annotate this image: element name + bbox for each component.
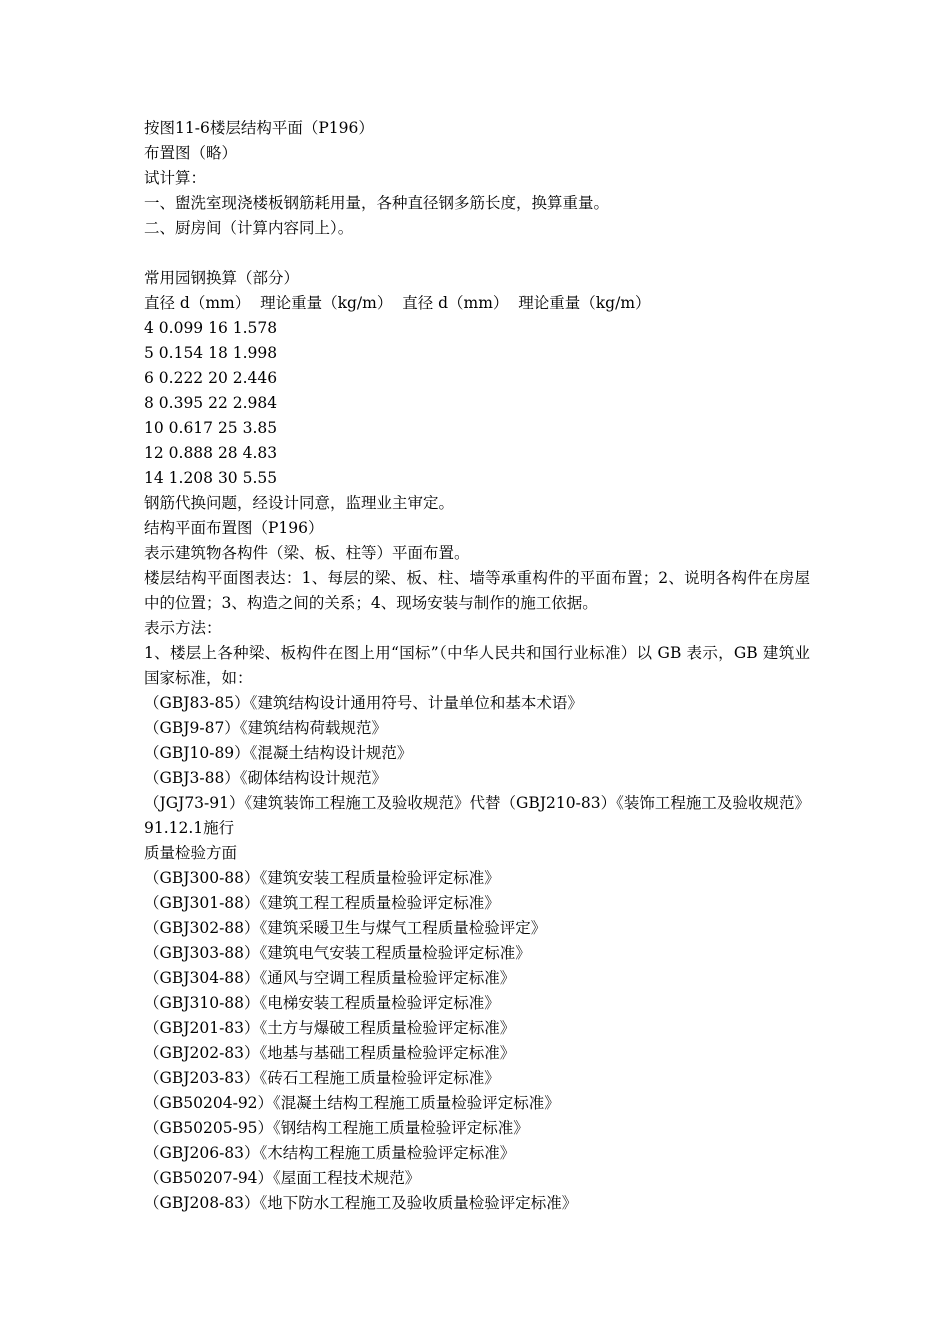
quality-title: 质量检验方面 [144, 844, 238, 862]
substitution-text: 钢筋代换问题，经设计同意，监理业主审定。 [144, 494, 455, 512]
replacement-standard: （JGJ73-91）《建筑装饰工程施工及验收规范》代替（GBJ210-83）《装饰工程施工及验收规范》91.12.1施行 [144, 794, 810, 837]
quality-standard-item: （GBJ302-88）《建筑采暖卫生与煤气工程质量检验评定》 [144, 919, 547, 937]
standard-item: （GBJ9-87）《建筑结构荷载规范》 [144, 719, 388, 737]
intro-line-2: 布置图（略） [144, 144, 238, 162]
plan-expression-paragraph: 楼层结构平面图表达：1、每层的梁、板、柱、墙等承重构件的平面布置；2、说明各构件在房屋中的位置；3、构造之间的关系；4、现场安装与制作的施工依据。 [144, 569, 810, 612]
quality-standard-item: （GBJ310-88）《电梯安装工程质量检验评定标准》 [144, 994, 500, 1012]
quality-standard-item: （GBJ304-88）《通风与空调工程质量检验评定标准》 [144, 969, 516, 987]
steel-table-header: 直径 d（mm） 理论重量（kg/m） 直径 d（mm） 理论重量（kg/m） [144, 294, 651, 312]
standard-item: （GBJ83-85）《建筑结构设计通用符号、计量单位和基本术语》 [144, 694, 583, 712]
steel-table-row: 10 0.617 25 3.85 [144, 419, 278, 437]
standard-item: （GBJ3-88）《砌体结构设计规范》 [144, 769, 388, 787]
plan-title: 结构平面布置图（P196） [144, 519, 324, 537]
quality-standard-item: （GB50204-92）《混凝土结构工程施工质量检验评定标准》 [144, 1094, 560, 1112]
steel-table-row: 12 0.888 28 4.83 [144, 444, 278, 462]
steel-table-row: 4 0.099 16 1.578 [144, 319, 278, 337]
steel-table-row: 6 0.222 20 2.446 [144, 369, 278, 387]
steel-table-row: 5 0.154 18 1.998 [144, 344, 278, 362]
standard-item: （GBJ10-89）《混凝土结构设计规范》 [144, 744, 413, 762]
quality-standard-item: （GBJ208-83）《地下防水工程施工及验收质量检验评定标准》 [144, 1194, 578, 1212]
method-item-1: 1、楼层上各种梁、板构件在图上用“国标”（中华人民共和国行业标准）以 GB 表示，GB 建筑业国家标准，如： [144, 644, 810, 687]
steel-table-row: 8 0.395 22 2.984 [144, 394, 278, 412]
blank-line [144, 241, 810, 266]
intro-line-1: 按图11-6楼层结构平面（P196） [144, 119, 374, 137]
quality-standard-item: （GBJ203-83）《砖石工程施工质量检验评定标准》 [144, 1069, 500, 1087]
steel-table-row: 14 1.208 30 5.55 [144, 469, 278, 487]
steel-table-title: 常用园钢换算（部分） [144, 269, 300, 287]
quality-standard-item: （GBJ202-83）《地基与基础工程质量检验评定标准》 [144, 1044, 516, 1062]
quality-standard-item: （GBJ300-88）《建筑安装工程质量检验评定标准》 [144, 869, 500, 887]
quality-standard-item: （GBJ206-83）《木结构工程施工质量检验评定标准》 [144, 1144, 516, 1162]
plan-description: 表示建筑物各构件（梁、板、柱等）平面布置。 [144, 544, 470, 562]
method-title: 表示方法： [144, 619, 222, 637]
quality-standard-item: （GBJ201-83）《土方与爆破工程质量检验评定标准》 [144, 1019, 516, 1037]
quality-standard-item: （GBJ303-88）《建筑电气安装工程质量检验评定标准》 [144, 944, 531, 962]
quality-standard-item: （GB50207-94）《屋面工程技术规范》 [144, 1169, 421, 1187]
intro-line-3: 试计算： [144, 169, 207, 187]
quality-standard-item: （GBJ301-88）《建筑工程工程质量检验评定标准》 [144, 894, 500, 912]
intro-line-4: 一、盥洗室现浇楼板钢筋耗用量，各种直径钢多筋长度，换算重量。 [144, 194, 610, 212]
quality-standard-item: （GB50205-95）《钢结构工程施工质量检验评定标准》 [144, 1119, 529, 1137]
document-page [144, 116, 810, 1216]
intro-line-5: 二、厨房间（计算内容同上）。 [144, 219, 354, 237]
